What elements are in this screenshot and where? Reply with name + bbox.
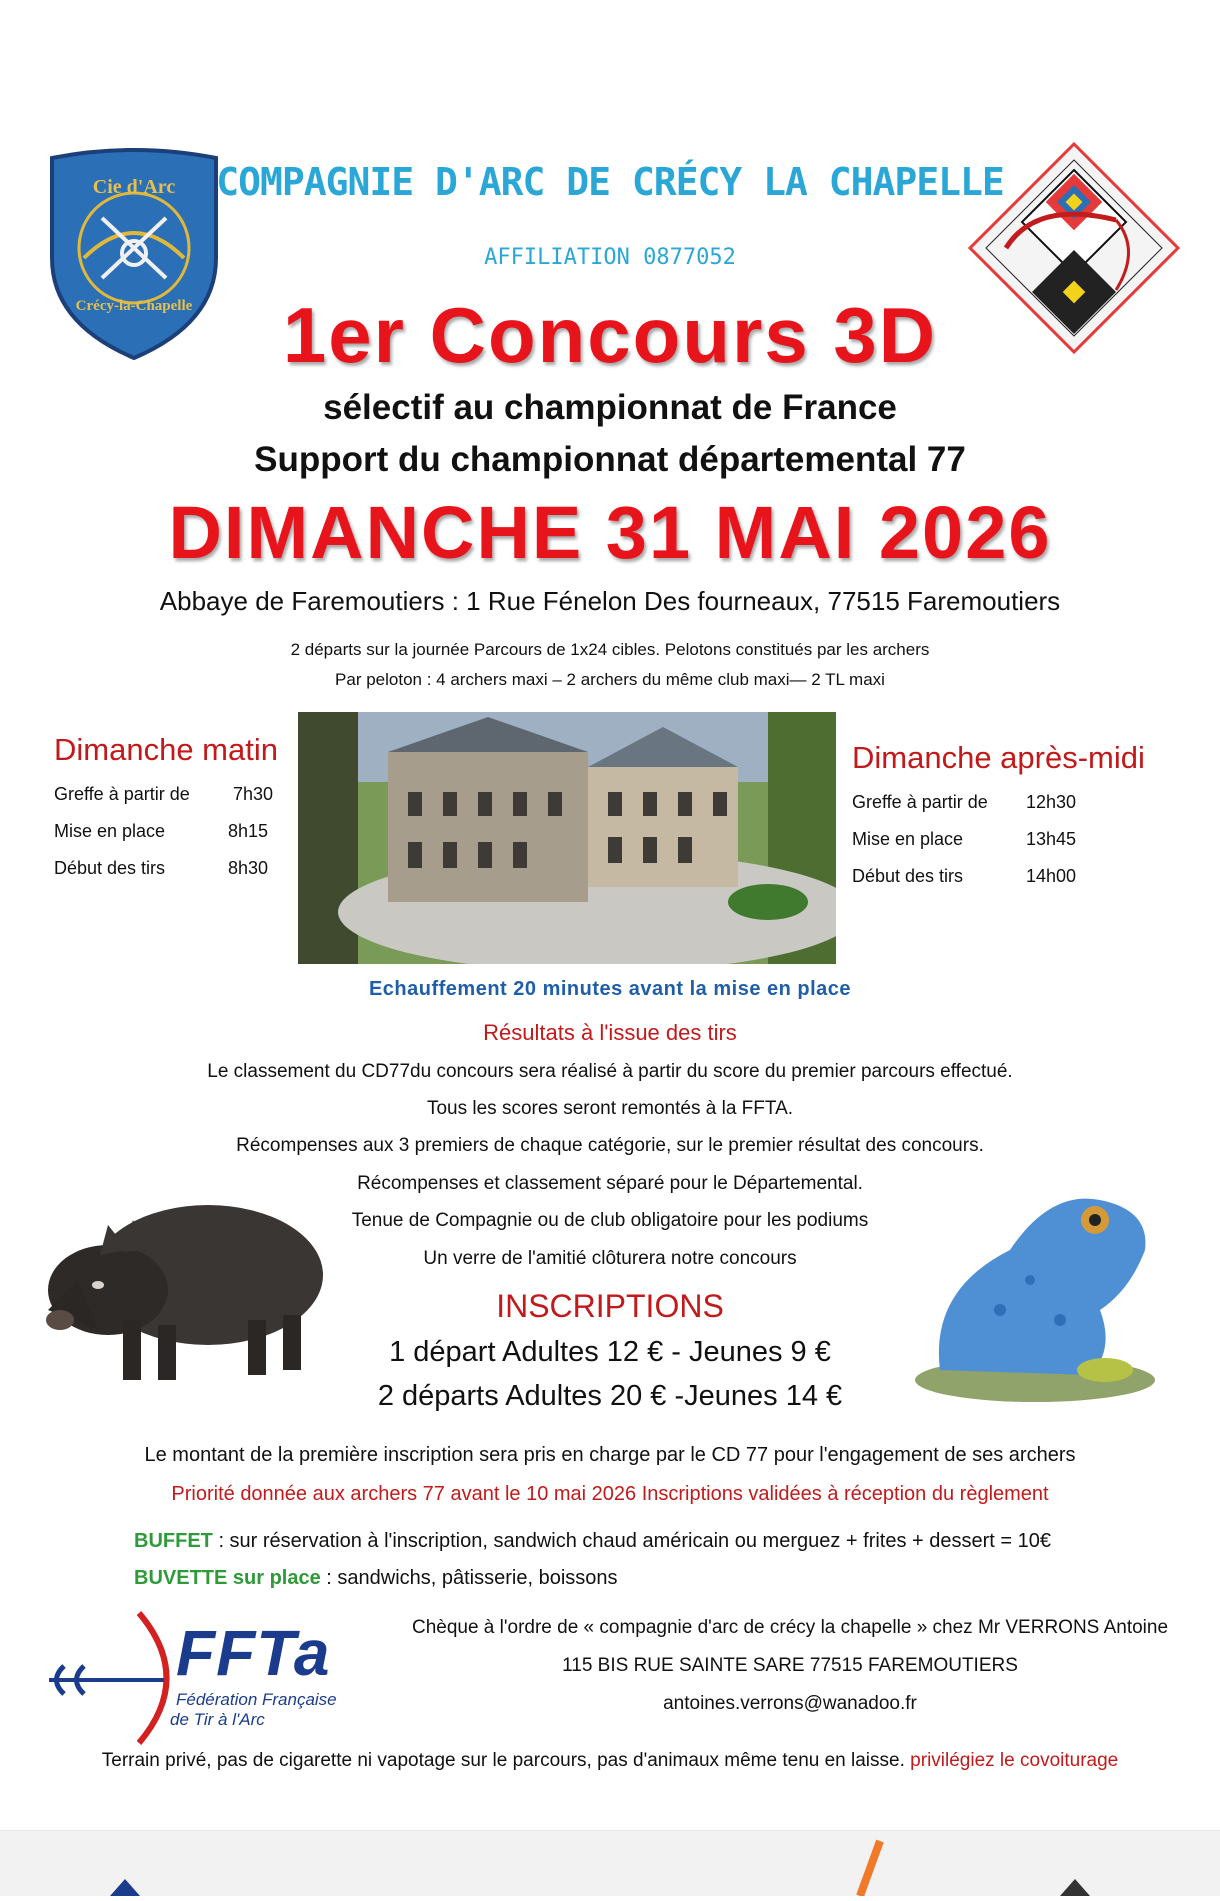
price-one-departure: 1 départ Adultes 12 € - Jeunes 9 € — [389, 1336, 831, 1368]
morning-title: Dimanche matin — [54, 732, 278, 767]
payment-line-1: Chèque à l'ordre de « compagnie d'arc de crécy la chapelle » chez Mr VERRONS Antoine — [411, 1617, 1169, 1638]
afternoon-row-1-time: 12h30 — [1026, 792, 1077, 812]
ffta-acronym: FFTa — [176, 1617, 331, 1689]
afternoon-row-3-label: Début des tirs — [852, 866, 964, 886]
morning-row-2-time: 8h15 — [228, 821, 269, 841]
afternoon-row-1-label: Greffe à partir de — [852, 792, 988, 812]
affiliation-number: AFFILIATION 0877052 — [484, 245, 736, 270]
cd77-funding-note: Le montant de la première inscription sera pris en charge par le CD 77 pour l'engagement de ses archers — [144, 1444, 1076, 1466]
event-info-line-2: Par peloton : 4 archers maxi – 2 archers du même club maxi— 2 TL maxi — [335, 670, 885, 689]
morning-row-1-label: Greffe à partir de — [54, 784, 190, 804]
club-name: COMPAGNIE D'ARC DE CRÉCY LA CHAPELLE — [216, 160, 1004, 204]
morning-row-3-label: Début des tirs — [54, 858, 166, 878]
event-title: 1er Concours 3D — [282, 291, 938, 379]
ffta-logo — [44, 1608, 384, 1748]
abbey-photo — [298, 712, 836, 964]
morning-row-2-label: Mise en place — [54, 821, 166, 841]
morning-row-1-time: 7h30 — [233, 784, 274, 804]
buvette-line — [134, 1567, 618, 1590]
buffet-label: BUFFET — [134, 1530, 213, 1552]
site-rules — [0, 1750, 1220, 1772]
payment-email[interactable]: antoines.verrons@wanadoo.fr — [663, 1693, 917, 1714]
payment-line-2: 115 BIS RUE SAINTE SARE 77515 FAREMOUTIERS — [562, 1655, 1018, 1676]
warmup-notice: Echauffement 20 minutes avant la mise en place — [368, 978, 852, 1000]
inscriptions-title: INSCRIPTIONS — [496, 1288, 724, 1324]
afternoon-row-2-label: Mise en place — [852, 829, 964, 849]
event-date: DIMANCHE 31 MAI 2026 — [168, 491, 1052, 574]
afternoon-row-2-time: 13h45 — [1026, 829, 1077, 849]
results-line: Récompenses aux 3 premiers de chaque catégorie, sur le premier résultat des concours. — [236, 1135, 984, 1156]
price-two-departures: 2 départs Adultes 20 € -Jeunes 14 € — [377, 1380, 843, 1412]
buffet-line — [134, 1530, 1051, 1553]
results-line: Récompenses et classement séparé pour le Départemental. — [357, 1173, 863, 1194]
results-line: Tenue de Compagnie ou de club obligatoire pour les podiums — [351, 1210, 869, 1231]
carpool-note: privilégiez le covoiturage — [910, 1750, 1119, 1771]
results-line: Le classement du CD77du concours sera réalisé à partir du score du premier parcours effectué. — [207, 1061, 1013, 1082]
ffta-name-line-1: Fédération Française — [176, 1690, 337, 1709]
event-info-line-1: 2 départs sur la journée Parcours de 1x24 cibles. Pelotons constitués par les archers — [290, 640, 930, 659]
event-subtitle-2: Support du championnat départemental 77 — [254, 440, 966, 479]
site-rules-text: Terrain privé, pas de cigarette ni vapotage sur le parcours, pas d'animaux même tenu en laisse. — [101, 1750, 905, 1771]
page-bottom-bar — [0, 1830, 1220, 1896]
buvette-label: BUVETTE sur place — [134, 1567, 321, 1589]
results-line: Tous les scores seront remontés à la FFTA. — [426, 1098, 794, 1119]
afternoon-row-3-time: 14h00 — [1026, 866, 1077, 886]
buffet-text: : sur réservation à l'inscription, sandwich chaud américain ou merguez + frites + dessert = 10€ — [212, 1530, 1052, 1552]
crest-text-bottom: Crécy-la-Chapelle — [75, 298, 193, 314]
results-title: Résultats à l'issue des tirs — [483, 1020, 737, 1045]
event-subtitle-1: sélectif au championnat de France — [323, 388, 897, 427]
ffta-name-line-2: de Tir à l'Arc — [170, 1710, 265, 1729]
crest-text-top: Cie d'Arc — [92, 176, 176, 198]
event-address: Abbaye de Faremoutiers : 1 Rue Fénelon Des fourneaux, 77515 Faremoutiers — [159, 586, 1061, 616]
morning-row-3-time: 8h30 — [228, 858, 269, 878]
priority-note: Priorité donnée aux archers 77 avant le 10 mai 2026 Inscriptions validées à réception du règlement — [171, 1483, 1049, 1505]
results-line: Un verre de l'amitié clôturera notre concours — [423, 1248, 797, 1269]
afternoon-title: Dimanche après-midi — [852, 740, 1145, 775]
buvette-text: : sandwichs, pâtisserie, boissons — [320, 1567, 618, 1589]
